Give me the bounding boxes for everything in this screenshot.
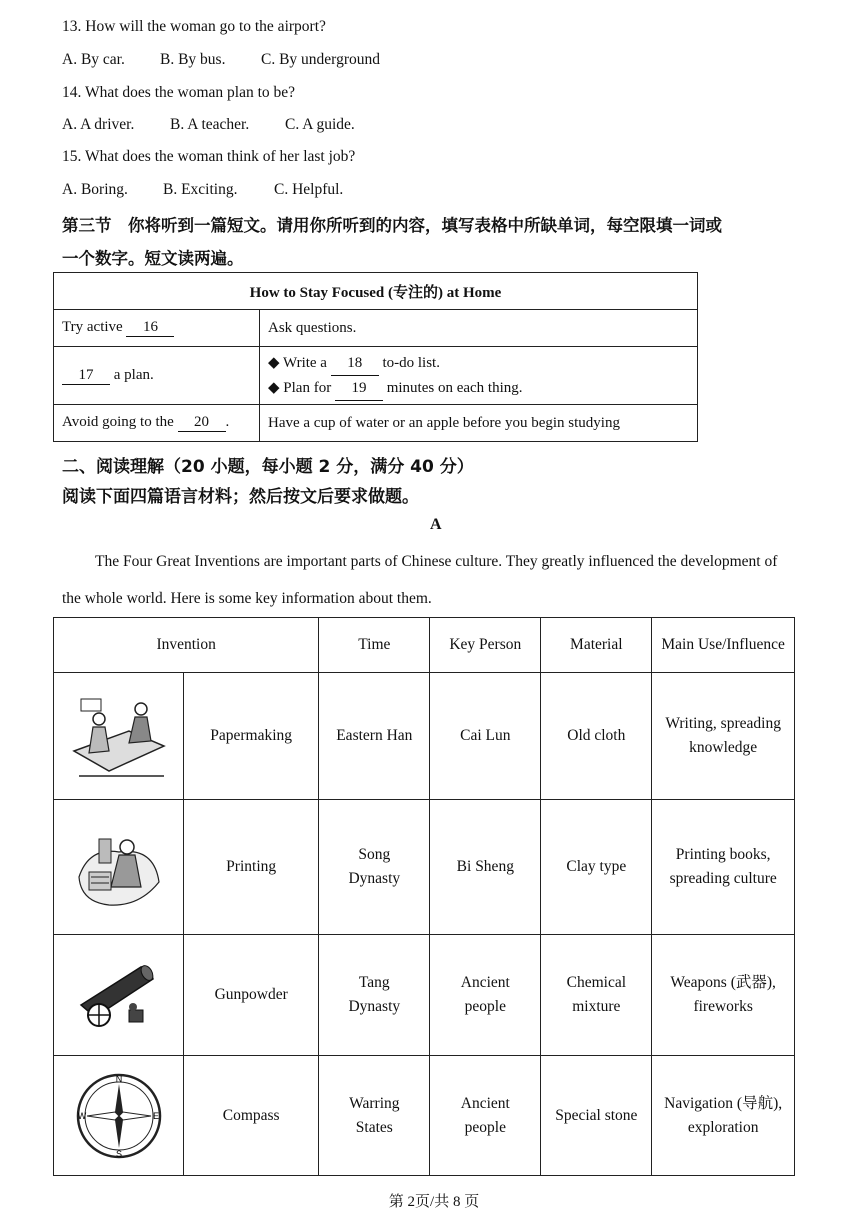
question-14-options bbox=[62, 116, 355, 134]
option-b: B. Exciting. bbox=[163, 181, 238, 198]
page-footer: 第 2页/共 8 页 bbox=[388, 1194, 480, 1210]
cell-line: Song bbox=[358, 846, 391, 863]
invention-person bbox=[430, 800, 541, 935]
invention-use bbox=[652, 673, 795, 800]
invention-material bbox=[541, 673, 652, 800]
blank-19[interactable]: 19 bbox=[335, 376, 383, 401]
cell-line: Cai Lun bbox=[460, 727, 511, 744]
compass-letter: S bbox=[115, 1148, 122, 1159]
question-14: 14. What does the woman plan to be? bbox=[62, 84, 296, 101]
cell-text: minutes on each thing. bbox=[386, 379, 523, 396]
cell-line: people bbox=[464, 998, 506, 1015]
invention-use bbox=[652, 800, 795, 935]
header-invention: Invention bbox=[54, 618, 319, 673]
passage-intro-1: The Four Great Inventions are important parts of Chinese culture. They greatly influenced the development of bbox=[95, 553, 778, 570]
header-time: Time bbox=[319, 618, 430, 673]
table-row bbox=[54, 673, 795, 800]
cell-text: Try active bbox=[62, 319, 123, 335]
invention-person bbox=[430, 1056, 541, 1176]
focus-cell: Ask questions. bbox=[260, 310, 698, 347]
invention-material bbox=[541, 800, 652, 935]
cell-line: Ancient bbox=[460, 1094, 510, 1112]
section3-instruction-2: 一个数字。短文读两遍。 bbox=[62, 249, 244, 268]
compass-letter: W bbox=[77, 1110, 86, 1121]
invention-use bbox=[652, 935, 795, 1056]
focus-cell bbox=[54, 347, 260, 405]
header-main-use: Main Use/Influence bbox=[652, 618, 795, 673]
cell-line: Chemical bbox=[566, 974, 627, 991]
invention-name: Papermaking bbox=[184, 673, 319, 800]
question-15: 15. What does the woman think of her last job? bbox=[62, 148, 356, 165]
cell-line: Dynasty bbox=[348, 998, 401, 1015]
cell-line: Dynasty bbox=[348, 870, 401, 887]
cell-text: Avoid going to the bbox=[62, 414, 174, 430]
cell-text: ◆ Plan for bbox=[268, 379, 332, 396]
focus-table bbox=[53, 272, 698, 442]
cell-line: Ancient bbox=[460, 974, 510, 991]
question-13-options bbox=[62, 51, 380, 69]
cell-line: Eastern Han bbox=[336, 727, 413, 744]
inventions-table bbox=[53, 617, 795, 1176]
invention-time bbox=[319, 1056, 430, 1176]
cell-line: States bbox=[355, 1118, 393, 1136]
option-a: A. A driver. bbox=[62, 116, 135, 133]
blank-18[interactable]: 18 bbox=[331, 351, 379, 376]
cell-line: people bbox=[464, 1118, 506, 1136]
blank-20[interactable]: 20 bbox=[178, 414, 226, 432]
focus-cell: Avoid going to the 20 . bbox=[54, 405, 260, 442]
compass-letter: N bbox=[115, 1073, 122, 1084]
invention-material bbox=[541, 935, 652, 1056]
invention-name: Compass bbox=[184, 1056, 319, 1176]
blank-16[interactable]: 16 bbox=[126, 319, 174, 337]
cell-line: Weapons (武器), bbox=[670, 974, 776, 991]
cannon-illustration bbox=[54, 935, 184, 1056]
cell-line: Bi Sheng bbox=[456, 858, 514, 875]
option-c: C. A guide. bbox=[285, 116, 355, 133]
cell-line: Tang bbox=[358, 974, 390, 991]
compass-illustration bbox=[54, 1056, 184, 1176]
cell-line: Clay type bbox=[566, 858, 627, 875]
invention-material bbox=[541, 1056, 652, 1176]
reading-heading: 二、阅读理解（20 小题，每小题 2 分，满分 40 分） bbox=[62, 457, 474, 477]
option-c: C. Helpful. bbox=[274, 181, 344, 198]
cell-line: Special stone bbox=[555, 1106, 638, 1124]
invention-time bbox=[319, 935, 430, 1056]
invention-person bbox=[430, 673, 541, 800]
invention-time bbox=[319, 800, 430, 935]
focus-cell: Have a cup of water or an apple before you begin studying bbox=[260, 405, 698, 442]
reading-instruction: 阅读下面四篇语言材料；然后按文后要求做题。 bbox=[62, 487, 419, 507]
cell-line: spreading culture bbox=[669, 870, 777, 887]
focus-table-title: How to Stay Focused (专注的) at Home bbox=[54, 273, 698, 310]
printing-illustration bbox=[54, 800, 184, 935]
papermaking-illustration bbox=[54, 673, 184, 800]
cell-text: a plan. bbox=[113, 366, 154, 383]
blank-17[interactable]: 17 bbox=[62, 367, 110, 385]
cell-line: knowledge bbox=[689, 739, 758, 756]
invention-use bbox=[652, 1056, 795, 1176]
cell-line: Navigation (导航), bbox=[664, 1094, 783, 1112]
cell-line: Printing books, bbox=[675, 846, 771, 863]
table-row bbox=[54, 935, 795, 1056]
passage-label: A bbox=[430, 516, 442, 533]
cell-line: mixture bbox=[572, 998, 621, 1015]
header-key-person: Key Person bbox=[430, 618, 541, 673]
option-c: C. By underground bbox=[261, 51, 380, 68]
option-b: B. A teacher. bbox=[170, 116, 250, 133]
invention-time bbox=[319, 673, 430, 800]
cell-line: Warring bbox=[349, 1094, 400, 1112]
table-row bbox=[54, 1056, 795, 1176]
option-a: A. Boring. bbox=[62, 181, 128, 198]
invention-person bbox=[430, 935, 541, 1056]
focus-cell bbox=[54, 310, 260, 347]
cell-line: Writing, spreading bbox=[665, 715, 781, 732]
cell-line: Old cloth bbox=[567, 727, 626, 744]
option-b: B. By bus. bbox=[160, 51, 226, 68]
passage-intro-2: the whole world. Here is some key information about them. bbox=[62, 590, 432, 607]
focus-cell bbox=[260, 347, 698, 405]
section3-instruction-1: 第三节 你将听到一篇短文。请用你所听到的内容，填写表格中所缺单词，每空限填一词或 bbox=[62, 216, 722, 235]
option-a: A. By car. bbox=[62, 51, 125, 68]
cell-text: to-do list. bbox=[382, 354, 440, 371]
invention-name: Printing bbox=[184, 800, 319, 935]
question-13: 13. How will the woman go to the airport? bbox=[62, 18, 326, 35]
table-row bbox=[54, 800, 795, 935]
question-15-options bbox=[62, 181, 343, 199]
invention-name: Gunpowder bbox=[184, 935, 319, 1056]
header-material: Material bbox=[541, 618, 652, 673]
cell-line: fireworks bbox=[693, 998, 753, 1015]
compass-letter: E bbox=[152, 1110, 159, 1121]
cell-text: ◆ Write a bbox=[268, 354, 327, 371]
cell-line: exploration bbox=[687, 1118, 759, 1136]
